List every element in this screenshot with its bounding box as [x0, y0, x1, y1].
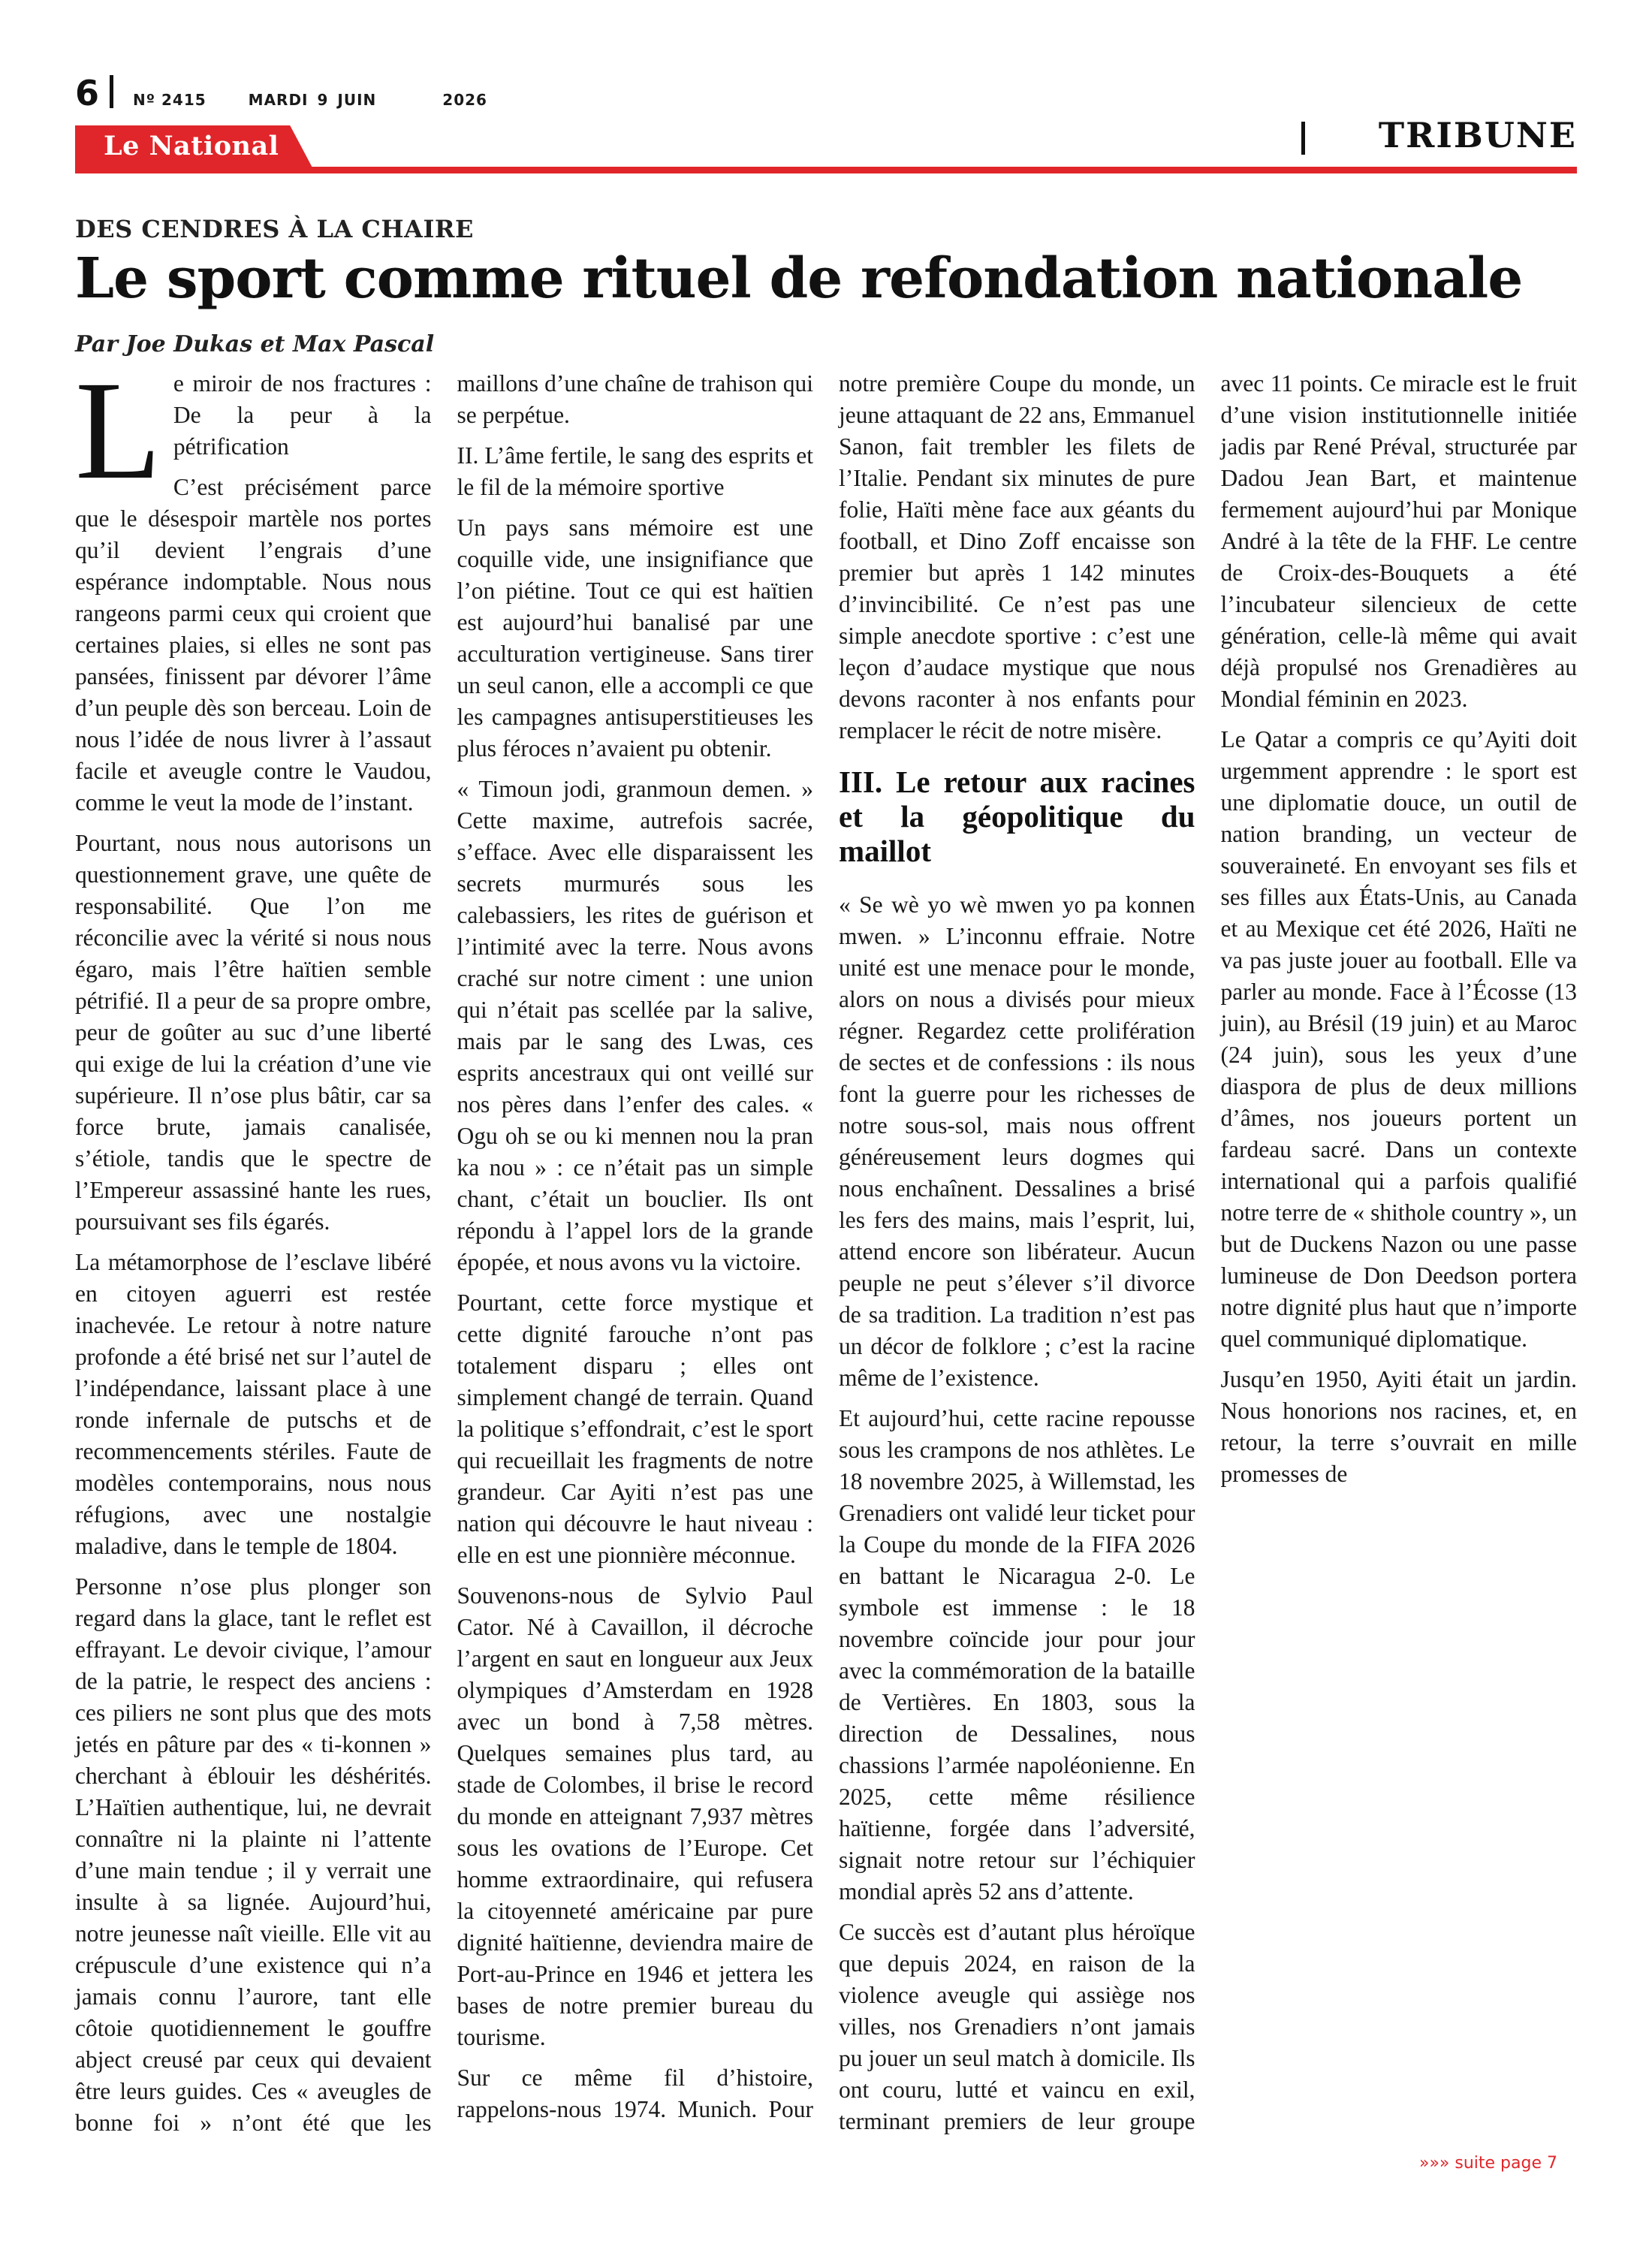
- paragraph: Et aujourd’hui, cette racine repousse sous les crampons de nos athlètes. Le 18 novembre 2025, à Willemstad, les Grenadiers ont validé leur ticket pour la Coupe du monde de la FIFA 2026 en battant le Nicaragua 2-0. Le symbole est immense : le 18 novembre coïncide jour pour jour avec la commémoration de la bataille de Vertières. En 1803, sous la direction de Dessalines, nous chassions l’armée napoléonienne. En 2025, cette même résilience haïtienne, forgée dans l’adversité, signait notre retour sur l’échiquier mondial après 52 ans d’attente.: [839, 1405, 1195, 1905]
- issue-day: MARDI: [248, 91, 309, 109]
- section-label: TRIBUNE: [1378, 115, 1577, 155]
- article-kicker: DES CENDRES À LA CHAIRE: [75, 215, 474, 243]
- section-divider: [1301, 122, 1305, 155]
- issue-number: Nº 2415: [133, 91, 206, 109]
- paragraph: Pourtant, cette force mystique et cette dignité farouche n’ont pas totalement disparu ; elles ont simplement changé de terrain. Quand la politique s’effondrait, c’est le sport qui recueillait les fragments de notre grandeur. Car Ayiti n’est pas une nation qui découvre le haut niveau : elle en est une pionnière méconnue.: [457, 1289, 813, 1568]
- paragraph: « Se wè yo wè mwen yo pa konnen mwen. » L’inconnu effraie. Notre unité est une menace pour le monde, alors on nous a divisés pour mieux régner. Regardez cette prolifération de sectes et de confessions : ils nous font la guerre pour les richesses de notre sous-sol, mais nous offrent généreusement leurs dogmes qui nous enchaînent. Dessalines a brisé les fers des mains, mais l’esprit, lui, attend encore son libérateur. Aucun peuple ne peut s’élever s’il divorce de sa tradition. La tradition n’est pas un décor de folklore ; c’est la racine même de l’existence.: [839, 891, 1195, 1391]
- paragraph: Pourtant, nous nous autorisons un questionnement grave, une quête de responsabilité. Que l’on me réconcilie avec la vérité si nous nous égaro, mais l’être haïtien semble pétrifié. Il a peur de sa propre ombre, peur de goûter au suc d’une liberté qui exige de lui la création d’une vie supérieure. Il n’ose plus bâtir, car sa force brute, jamais canalisée, s’étiole, tandis que le spectre de l’Empereur assassiné hante les rues, poursuivant ses fils égarés.: [75, 830, 432, 1235]
- drop-cap: L: [75, 351, 161, 508]
- paragraph: « Timoun jodi, granmoun demen. » Cette maxime, autrefois sacrée, s’efface. Avec elle disparaissent les secrets murmurés sous les calebassiers, les rites de guérison et l’intimité avec la terre. Nous avons craché sur notre ciment : une union qui n’était pas scellée par la salive, mais par le sang des Lwas, ces esprits ancestraux qui ont veillé sur nos pères dans l’enfer des cales. « Ogu oh se ou ki mennen nou la pran ka nou » : ce n’était pas un simple chant, c’était un bouclier. Ils ont répondu à l’appel lors de la grande épopée, et nous avons vu la victoire.: [457, 776, 813, 1275]
- header-rule: [75, 167, 1577, 173]
- masthead-divider: [110, 75, 113, 108]
- lead-text: e miroir de nos fractures : De la peur à la pétrification: [173, 370, 432, 460]
- issue-month: JUIN: [337, 91, 377, 109]
- paragraph: Personne n’ose plus plonger son regard dans la glace, tant le reflet est effrayant. Le devoir civique, l’amour de la patrie, le respect des anciens : ces piliers ne sont plus que des mots jetés en pâture par des « ti-konnen » cherchant à éblouir les déshérités. L’Haïtien authentique, lui, ne devrait connaître ni la plainte ni l’attente d’une main tendue ; il y verrait une insulte à sa lignée. Aujourd’hui, notre jeunesse naît vieille. Elle vit au crépuscule d’une existence qui n’a jamais connu l’aurore, tant elle côtoie quotidiennement le gouffre abject creusé par ceux qui devaient être leurs guides. Ces « aveugles de bonne foi » n’ont été que les maillons d’une chaîne de trahison qui se perpétue.: [75, 370, 813, 2136]
- paragraph: La métamorphose de l’esclave libéré en citoyen aguerri est restée inachevée. Le retour à notre nature profonde a été brisé net sur l’autel de l’indépendance, laissant place à une ronde infernale de putschs et de recommencements stériles. Faute de modèles contemporains, nous nous réfugions, avec une nostalgie maladive, dans le temple de 1804.: [75, 1249, 432, 1559]
- paragraph: Ce succès est d’autant plus héroïque que depuis 2024, en raison de la violence aveugle qui assiège nos villes, nos Grenadiers n’ont jamais pu jouer un seul match à domicile. Ils ont couru, lutté et vaincu en exil, terminant premiers de leur groupe avec 11 points. Ce miracle est le fruit d’une vision institutionnelle initiée jadis par René Préval, structurée par Dadou Jean Bart, et maintenue fermement aujourd’hui par Monique André à la tête de la FHF. Le centre de Croix-des-Bouquets a été l’incubateur silencieux de cette génération, celle-là même qui avait déjà propulsé nos Grenadières au Mondial féminin en 2023.: [839, 370, 1577, 2134]
- continued-link[interactable]: »»» suite page 7: [1419, 2154, 1557, 2173]
- issue-year: 2026: [442, 91, 487, 109]
- masthead: [75, 72, 496, 117]
- article-headline: Le sport comme rituel de refondation nationale: [75, 246, 1523, 311]
- paragraph: Souvenons-nous de Sylvio Paul Cator. Né à Cavaillon, il décroche l’argent en saut en longueur aux Jeux olympiques d’Amsterdam en 1928 avec un bond à 7,58 mètres. Quelques semaines plus tard, au stade de Colombes, il brise le record du monde en atteignant 7,937 mètres sous les ovations de l’Europe. Cet homme extraordinaire, qui refusera la citoyenneté américaine par pure dignité haïtienne, deviendra maire de Port-au-Prince en 1946 et jettera les bases de notre premier bureau du tourisme.: [457, 1582, 813, 2050]
- paragraph: Sur ce même fil d’histoire, rappelons-nous 1974. Munich. Pour notre première Coupe du monde, un jeune attaquant de 22 ans, Emmanuel Sanon, fait trembler les filets de l’Italie. Pendant six minutes de pure folie, Haïti mène face aux géants du football, et Dino Zoff encaisse son premier but après 1 142 minutes d’invincibilité. Ce n’est pas une simple anecdote sportive : c’est une leçon d’audace mystique que nous devons raconter à nos enfants pour remplacer le récit de notre misère.: [457, 370, 1195, 2122]
- page-number: 6: [75, 73, 100, 113]
- paragraph: Un pays sans mémoire est une coquille vide, une insignifiance que l’on piétine. Tout ce qui est haïtien est aujourd’hui banalisé par une acculturation vertigineuse. Sans tirer un seul canon, elle a accompli ce que les campagnes antisuperstitieuses les plus féroces n’avaient pu obtenir.: [457, 514, 813, 762]
- newspaper-logo: Le National: [104, 131, 279, 161]
- paragraph: Jusqu’en 1950, Ayiti était un jardin. Nous honorions nos racines, et, en retour, la terre s’ouvrait en mille promesses de: [1220, 1366, 1577, 1487]
- article-subhead: III. Le retour aux racines et la géopolitique du maillot: [839, 765, 1195, 868]
- issue-date: 9: [317, 91, 329, 109]
- paragraph: II. L’âme fertile, le sang des esprits et le fil de la mémoire sportive: [457, 442, 813, 500]
- paragraph: C’est précisément parce que le désespoir martèle nos portes qu’il devient l’engrais d’une espérance indomptable. Nous nous rangeons parmi ceux qui croient que certaines plaies, si elles ne sont pas pansées, finissent par dévorer l’âme d’un peuple dès son berceau. Loin de nous l’idée de nous livrer à l’assaut facile et aveugle contre le Vaudou, comme le veut la mode de l’instant.: [75, 474, 432, 816]
- article-byline: Par Joe Dukas et Max Pascal: [75, 331, 435, 357]
- article-lead: [75, 351, 432, 508]
- article-body: [75, 351, 1577, 2155]
- paragraph: Le Qatar a compris ce qu’Ayiti doit urgemment apprendre : le sport est une diplomatie douce, un outil de nation branding, un vecteur de souveraineté. En envoyant ses fils et ses filles aux États-Unis, au Canada et au Mexique cet été 2026, Haïti ne va pas juste jouer au football. Elle va parler au monde. Face à l’Écosse (13 juin), au Brésil (19 juin) et au Maroc (24 juin), sous les yeux d’une diaspora de plus de deux millions d’âmes, nos joueurs portent un fardeau sacré. Dans un contexte international qui a parfois qualifié notre terre de « shithole country », un but de Duckens Nazon ou une passe lumineuse de Don Deedson portera notre dignité plus haut que n’importe quel communiqué diplomatique.: [1220, 726, 1577, 1352]
